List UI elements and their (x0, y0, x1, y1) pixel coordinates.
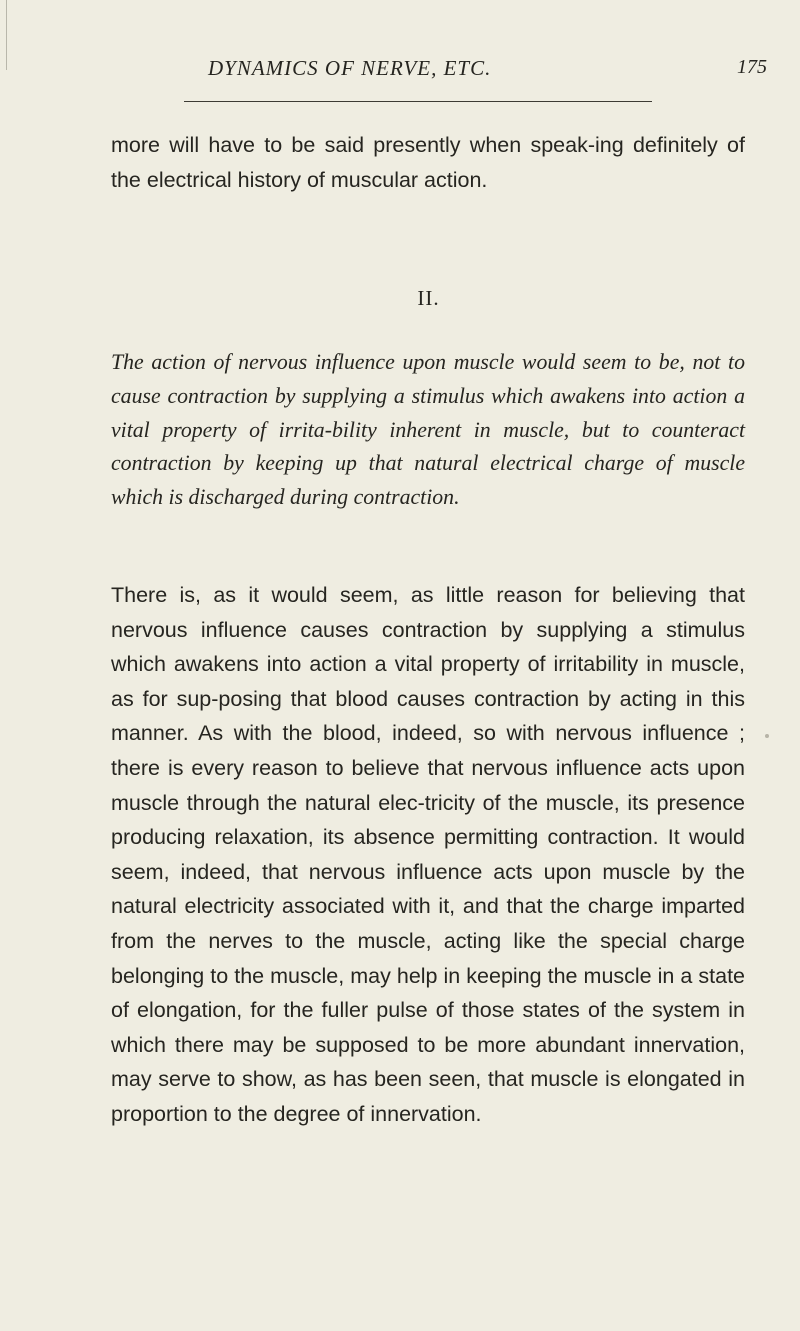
running-header (0, 56, 800, 92)
header-rule (184, 101, 652, 102)
running-title: DYNAMICS OF NERVE, ETC. (208, 56, 492, 80)
opening-paragraph: more will have to be said presently when speak-ing definitely of the electrical history of muscular action. (111, 133, 745, 192)
section-summary-block (111, 346, 745, 515)
paper-speck (765, 734, 769, 738)
main-paragraph: There is, as it would seem, as little reason for believing that nervous influence causes contraction by supplying a stimulus which awakens into action a vital property of irritability in muscle, as for sup-posing that blood causes contraction by acting in this manner. As with the blood, indeed, so with nervous influence ; there is every reason to believe that nervous influence acts upon muscle through the natural elec-tricity of the muscle, its presence producing relaxation, its absence permitting contraction. It would seem, indeed, that nervous influence acts upon muscle by the natural electricity associated with it, and that the charge imparted from the nerves to the muscle, acting like the special charge belonging to the muscle, may help in keeping the muscle in a state of elongation, for the fuller pulse of those states of the system in which there may be supposed to be more abundant innervation, may serve to show, as has been seen, that muscle is elongated in proportion to the degree of innervation. (111, 583, 745, 1126)
page-number: 175 (737, 56, 767, 78)
section-number: II. (417, 286, 440, 310)
opening-paragraph-block (111, 128, 745, 197)
main-paragraph-block (111, 578, 745, 1132)
section-summary: The action of nervous influence upon muscle would seem to be, not to cause contraction by supplying a stimulus which awakens into action a vital property of irrita-bility inherent in muscle, but to counteract contraction by keeping up that natural electrical charge of muscle which is discharged during contraction. (111, 350, 745, 510)
